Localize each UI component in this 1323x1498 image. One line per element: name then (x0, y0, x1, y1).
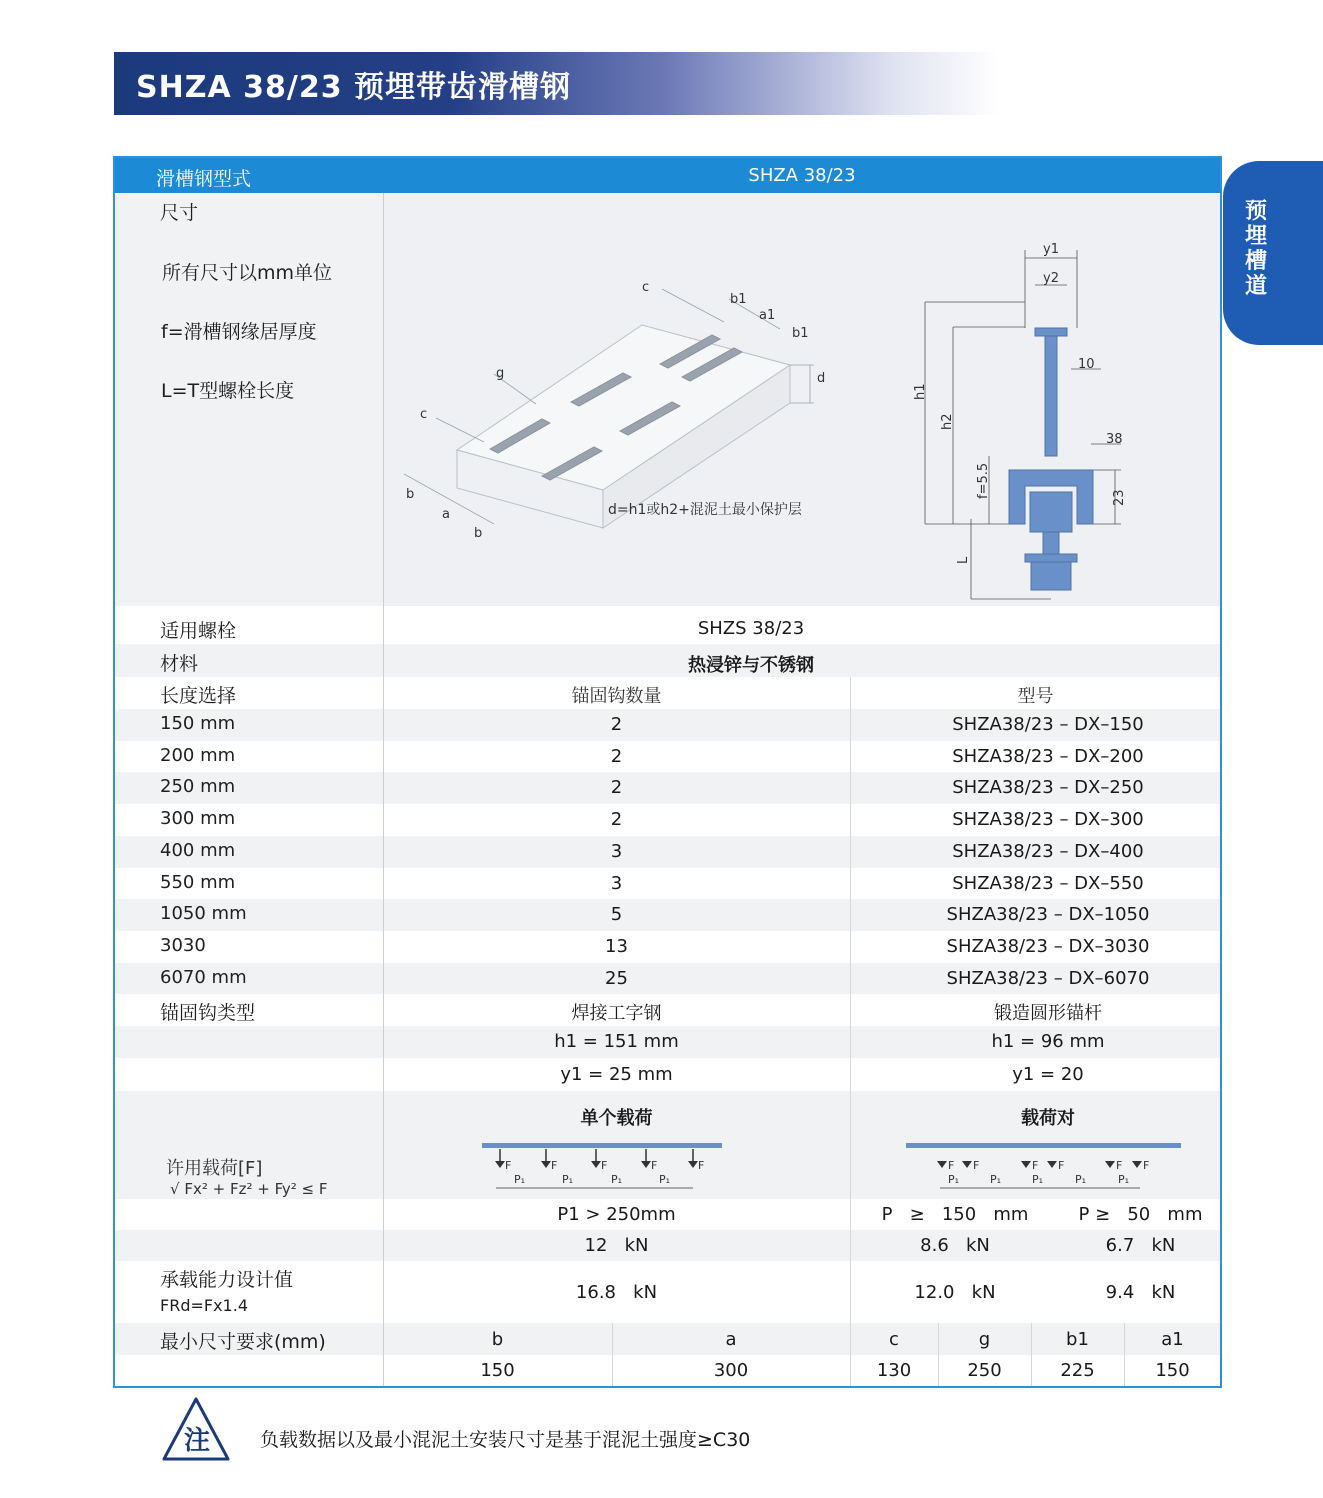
single-p-4: P₁ (659, 1173, 671, 1186)
hook-count: 3 (610, 841, 623, 862)
side-tab (1223, 161, 1323, 345)
pair-f-3: F (1032, 1159, 1039, 1172)
material-label: 材料 (160, 653, 199, 675)
bolt-label: 适用螺栓 (160, 620, 237, 642)
length-value: 550 mm (160, 872, 236, 893)
pair-condition-1: P ≥ 150 mm (881, 1204, 1029, 1225)
pair-f-2: F (973, 1159, 980, 1172)
hook-count: 25 (605, 968, 628, 989)
pair-f-5: F (1116, 1159, 1123, 1172)
page-title: SHZA 38/23 预埋带齿滑槽钢 (136, 70, 572, 105)
length-value: 250 mm (160, 776, 236, 797)
dim-b-left: b (406, 487, 415, 502)
pair-p-4: P₁ (1075, 1173, 1087, 1186)
length-value: 400 mm (160, 840, 236, 861)
mindim-h-b: b (491, 1329, 504, 1350)
length-value: 3030 (160, 935, 206, 956)
title-banner (114, 52, 999, 115)
anchor-h1-1: h1 = 151 mm (554, 1031, 679, 1052)
single-f-2: F (551, 1159, 558, 1172)
anchor-y1-2: y1 = 20 (1012, 1064, 1084, 1085)
model-number: SHZA38/23 – DX–6070 (946, 968, 1150, 989)
pair-load-value-2: 6.7 kN (1105, 1235, 1176, 1256)
anchor-type-2: 锻造圆形锚杆 (994, 1003, 1102, 1024)
hook-count: 13 (605, 936, 628, 957)
hook-count: 5 (610, 904, 623, 925)
design-single: 16.8 kN (575, 1282, 658, 1303)
pair-condition-2: P ≥ 50 mm (1078, 1204, 1203, 1225)
single-p-1: P₁ (514, 1173, 526, 1186)
single-p-2: P₁ (562, 1173, 574, 1186)
design-formula: FRd=Fx1.4 (160, 1296, 248, 1315)
dims-line-l: L=T型螺栓长度 (161, 380, 295, 402)
length-value: 150 mm (160, 713, 236, 734)
model-number: SHZA38/23 – DX–300 (952, 809, 1144, 830)
pair-load-value-1: 8.6 kN (920, 1235, 990, 1256)
sec-f: f=5.5 (976, 462, 991, 499)
model-number: SHZA38/23 – DX–250 (952, 777, 1144, 798)
dim-a1: a1 (759, 308, 776, 323)
hook-count: 2 (610, 714, 623, 735)
pair-f-6: F (1143, 1159, 1150, 1172)
sec-h2: h2 (940, 413, 955, 430)
length-label: 长度选择 (160, 685, 237, 707)
mindim-v-c: 130 (876, 1360, 912, 1381)
mindim-v-a: 300 (713, 1360, 749, 1381)
design-pair-2: 9.4 kN (1105, 1282, 1176, 1303)
dim-b1-top: b1 (730, 292, 747, 307)
sec-23: 23 (1112, 489, 1127, 506)
sec-y2: y2 (1043, 271, 1059, 286)
load-formula: √ Fx² + Fz² + Fy² ≤ F (170, 1180, 328, 1198)
model-number: SHZA38/23 – DX–1050 (946, 904, 1150, 925)
anchor-label: 锚固钩类型 (160, 1002, 256, 1024)
length-col-count: 锚固钩数量 (571, 686, 662, 707)
mindim-h-b1: b1 (1066, 1329, 1089, 1350)
dim-c-left: c (420, 407, 428, 422)
single-condition: P1 > 250mm (557, 1204, 676, 1225)
single-load-title: 单个载荷 (580, 1108, 653, 1129)
pair-load-title: 载荷对 (1021, 1108, 1075, 1129)
length-col-model: 型号 (1017, 686, 1054, 707)
mindim-h-a: a (725, 1329, 737, 1350)
length-value: 300 mm (160, 808, 236, 829)
bolt-value: SHZS 38/23 (697, 618, 805, 639)
anchor-h1-2: h1 = 96 mm (991, 1031, 1105, 1052)
model-number: SHZA38/23 – DX–3030 (946, 936, 1150, 957)
pair-p-2: P₁ (990, 1173, 1002, 1186)
sec-10: 10 (1078, 357, 1095, 372)
header-value: SHZA 38/23 (748, 165, 856, 186)
hook-count: 2 (610, 746, 623, 767)
material-value: 热浸锌与不锈钢 (688, 655, 814, 676)
pair-p-3: P₁ (1032, 1173, 1044, 1186)
note-icon (160, 1395, 232, 1465)
mindim-label: 最小尺寸要求(mm) (160, 1331, 326, 1353)
sec-y1: y1 (1043, 242, 1059, 257)
dim-c-top: c (642, 280, 650, 295)
side-tab-label: 预埋槽道 (1244, 199, 1267, 299)
pair-f-4: F (1058, 1159, 1065, 1172)
single-load-value: 12 kN (584, 1235, 649, 1256)
sec-L: L (956, 556, 971, 564)
dim-a: a (442, 507, 450, 522)
single-f-3: F (601, 1159, 608, 1172)
sec-38: 38 (1106, 432, 1123, 447)
note-text: 负载数据以及最小混泥土安装尺寸是基于混泥土强度≥C30 (260, 1429, 751, 1451)
sec-h1: h1 (913, 383, 928, 400)
single-f-4: F (651, 1159, 658, 1172)
iso-caption: d=h1或h2+混泥土最小保护层 (608, 502, 802, 518)
load-label: 许用载荷[F] (166, 1158, 263, 1179)
hook-count: 2 (610, 809, 623, 830)
single-f-1: F (505, 1159, 512, 1172)
header-label: 滑槽钢型式 (156, 168, 252, 190)
model-number: SHZA38/23 – DX–200 (952, 746, 1144, 767)
model-number: SHZA38/23 – DX–150 (952, 714, 1144, 735)
model-number: SHZA38/23 – DX–400 (952, 841, 1144, 862)
mindim-h-g: g (978, 1329, 991, 1350)
design-label: 承载能力设计值 (160, 1269, 294, 1291)
table-frame (113, 156, 1222, 1388)
single-f-5: F (698, 1159, 705, 1172)
dims-title: 尺寸 (160, 202, 199, 224)
dim-g: g (496, 366, 505, 381)
anchor-y1-1: y1 = 25 mm (560, 1064, 673, 1085)
dim-d: d (817, 371, 826, 386)
hook-count: 2 (610, 777, 623, 798)
mindim-h-c: c (889, 1329, 899, 1350)
dims-line-unit: 所有尺寸以mm单位 (162, 262, 333, 284)
hook-count: 3 (610, 873, 623, 894)
anchor-type-1: 焊接工字钢 (571, 1003, 662, 1024)
mindim-h-a1: a1 (1161, 1329, 1184, 1350)
mindim-v-g: 250 (967, 1360, 1002, 1381)
mindim-v-b: 150 (480, 1360, 515, 1381)
length-value: 1050 mm (160, 903, 247, 924)
length-value: 200 mm (160, 745, 236, 766)
mindim-v-b1: 225 (1060, 1360, 1095, 1381)
pair-p-5: P₁ (1118, 1173, 1130, 1186)
design-pair-1: 12.0 kN (914, 1282, 996, 1303)
dim-b1-right: b1 (792, 326, 809, 341)
length-value: 6070 mm (160, 967, 247, 988)
single-p-3: P₁ (611, 1173, 623, 1186)
mindim-v-a1: 150 (1155, 1360, 1190, 1381)
model-number: SHZA38/23 – DX–550 (952, 873, 1144, 894)
dims-line-f: f=滑槽钢缘居厚度 (161, 321, 317, 343)
pair-f-1: F (948, 1159, 955, 1172)
pair-p-1: P₁ (948, 1173, 960, 1186)
note-icon-text: 注 (183, 1426, 211, 1456)
dim-b-bottom: b (474, 526, 483, 541)
